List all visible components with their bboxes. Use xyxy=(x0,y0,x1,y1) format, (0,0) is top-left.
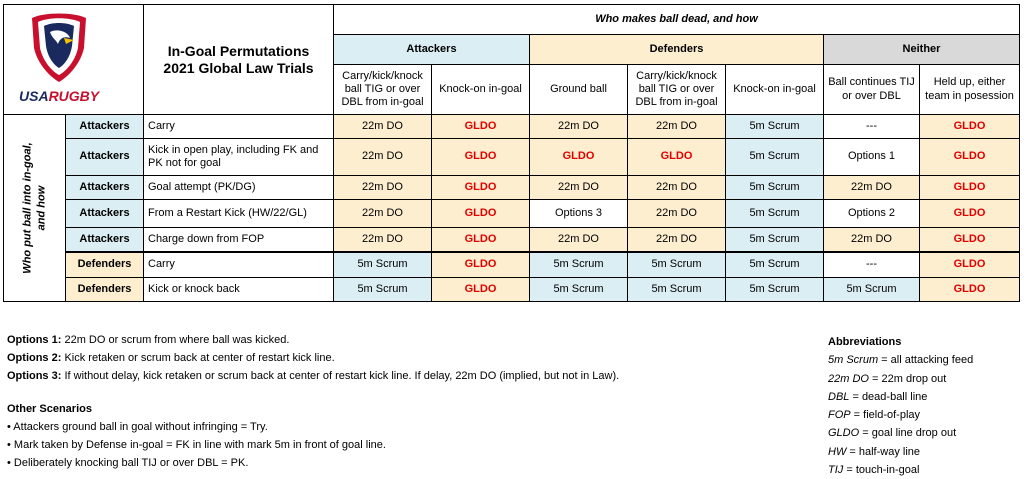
table-cell: 22m DO xyxy=(628,228,726,252)
in-goal-table xyxy=(3,4,1020,302)
table-cell: 22m DO xyxy=(824,228,920,252)
column-header: Carry/kick/knock ball TIG or over DBL from in-goal xyxy=(628,65,726,115)
abbreviations-heading: Abbreviations xyxy=(828,336,902,348)
table-cell: GLDO xyxy=(920,176,1020,200)
row-role: Defenders xyxy=(66,278,144,302)
table-cell: 22m DO xyxy=(334,139,432,176)
table-row xyxy=(4,278,1020,302)
table-cell: 22m DO xyxy=(628,115,726,139)
logo-cell xyxy=(4,5,144,115)
table-cell: 22m DO xyxy=(530,228,628,252)
group-header-neither: Neither xyxy=(824,35,1020,65)
table-cell: 22m DO xyxy=(334,228,432,252)
option-3: Options 3: If without delay, kick retaken or scrum back at center of restart kick line. If delay, 22m DO (implied, but not in Law). xyxy=(7,370,620,382)
table-cell: 5m Scrum xyxy=(530,278,628,302)
table-cell: 5m Scrum xyxy=(726,115,824,139)
table-cell: 22m DO xyxy=(530,115,628,139)
table-cell: 5m Scrum xyxy=(726,252,824,278)
table-cell: GLDO xyxy=(432,228,530,252)
group-header-defenders: Defenders xyxy=(530,35,824,65)
table-cell: GLDO xyxy=(432,252,530,278)
list-item: DBL = dead-ball line xyxy=(828,390,928,403)
table-cell: GLDO xyxy=(920,252,1020,278)
table-cell: GLDO xyxy=(432,115,530,139)
table-cell: 22m DO xyxy=(334,200,432,228)
table-cell: 5m Scrum xyxy=(726,139,824,176)
row-role: Attackers xyxy=(66,139,144,176)
table-cell: 22m DO xyxy=(334,176,432,200)
row-role: Attackers xyxy=(66,200,144,228)
table-cell: 5m Scrum xyxy=(726,200,824,228)
row-description: Kick or knock back xyxy=(144,278,334,302)
list-item: • Deliberately knocking ball TIJ or over DBL = PK. xyxy=(7,457,249,469)
table-cell: 22m DO xyxy=(628,176,726,200)
table-cell: 5m Scrum xyxy=(726,228,824,252)
column-header: Ground ball xyxy=(530,65,628,115)
table-cell: GLDO xyxy=(920,200,1020,228)
side-header xyxy=(4,115,66,302)
table-row xyxy=(4,115,1020,139)
option-1: Options 1: 22m DO or scrum from where ball was kicked. xyxy=(7,334,290,346)
top-header: Who makes ball dead, and how xyxy=(334,5,1020,35)
column-header: Knock-on in-goal xyxy=(432,65,530,115)
list-item: GLDO = goal line drop out xyxy=(828,427,957,440)
usa-rugby-logo xyxy=(4,8,134,112)
table-cell: 22m DO xyxy=(824,176,920,200)
table-cell: GLDO xyxy=(432,176,530,200)
row-role: Defenders xyxy=(66,252,144,278)
other-scenarios xyxy=(7,400,386,472)
row-role: Attackers xyxy=(66,176,144,200)
column-header: Carry/kick/knock ball TIG or over DBL from in-goal xyxy=(334,65,432,115)
eagle-shield-icon xyxy=(4,8,134,90)
list-item: HW = half-way line xyxy=(828,445,921,458)
table-cell: 5m Scrum xyxy=(628,278,726,302)
list-item: 22m DO = 22m drop out xyxy=(828,372,947,385)
table-cell: GLDO xyxy=(628,139,726,176)
row-role: Attackers xyxy=(66,115,144,139)
table-cell: 5m Scrum xyxy=(726,176,824,200)
list-item: FOP = field-of-play xyxy=(828,409,921,422)
table-cell: Options 2 xyxy=(824,200,920,228)
table-cell: GLDO xyxy=(432,139,530,176)
table-cell: 5m Scrum xyxy=(726,278,824,302)
option-2: Options 2: Kick retaken or scrum back at center of restart kick line. xyxy=(7,352,335,364)
list-item: TIJ = touch-in-goal xyxy=(828,464,920,477)
table-cell: GLDO xyxy=(432,278,530,302)
row-role: Attackers xyxy=(66,228,144,252)
other-scenarios-heading: Other Scenarios xyxy=(7,403,92,415)
table-cell: --- xyxy=(824,115,920,139)
table-cell: 22m DO xyxy=(334,115,432,139)
table-cell: 5m Scrum xyxy=(334,278,432,302)
table-cell: GLDO xyxy=(432,200,530,228)
page-title xyxy=(144,5,334,115)
table-row xyxy=(4,228,1020,252)
table-cell: 5m Scrum xyxy=(628,252,726,278)
table-cell: GLDO xyxy=(530,139,628,176)
table-cell: GLDO xyxy=(920,278,1020,302)
table-cell: 5m Scrum xyxy=(824,278,920,302)
side-header-line-2: and how xyxy=(34,185,47,231)
title-line-2: 2021 Global Law Trials xyxy=(163,59,314,76)
row-description: Charge down from FOP xyxy=(144,228,334,252)
column-header: Knock-on in-goal xyxy=(726,65,824,115)
table-cell: 5m Scrum xyxy=(530,252,628,278)
side-header-line-1: Who put ball into in-goal, xyxy=(20,142,33,274)
row-description: Carry xyxy=(144,115,334,139)
title-line-1: In-Goal Permutations xyxy=(167,42,310,59)
column-header: Held up, either team in posession xyxy=(920,65,1020,115)
list-item: 5m Scrum = all attacking feed xyxy=(828,354,974,367)
row-description: Goal attempt (PK/DG) xyxy=(144,176,334,200)
table-cell: GLDO xyxy=(920,228,1020,252)
table-cell: GLDO xyxy=(920,139,1020,176)
table-cell: 22m DO xyxy=(530,176,628,200)
table-cell: --- xyxy=(824,252,920,278)
table-row xyxy=(4,200,1020,228)
list-item: • Mark taken by Defense in-goal = FK in line with mark 5m in front of goal line. xyxy=(7,439,386,451)
brand-text: USARUGBY xyxy=(19,87,100,104)
table-cell: 5m Scrum xyxy=(334,252,432,278)
row-description: Kick in open play, including FK and PK not for goal xyxy=(144,139,334,176)
list-item: • Attackers ground ball in goal without infringing = Try. xyxy=(7,421,268,433)
table-row xyxy=(4,176,1020,200)
table-cell: GLDO xyxy=(920,115,1020,139)
row-description: Carry xyxy=(144,252,334,278)
table-cell: Options 3 xyxy=(530,200,628,228)
options-notes xyxy=(7,331,619,385)
table-cell: Options 1 xyxy=(824,139,920,176)
column-header: Ball continues TIJ or over DBL xyxy=(824,65,920,115)
group-header-attackers: Attackers xyxy=(334,35,530,65)
table-row xyxy=(4,139,1020,176)
row-description: From a Restart Kick (HW/22/GL) xyxy=(144,200,334,228)
table-cell: 22m DO xyxy=(628,200,726,228)
abbreviations xyxy=(828,333,973,479)
table-row xyxy=(4,252,1020,278)
